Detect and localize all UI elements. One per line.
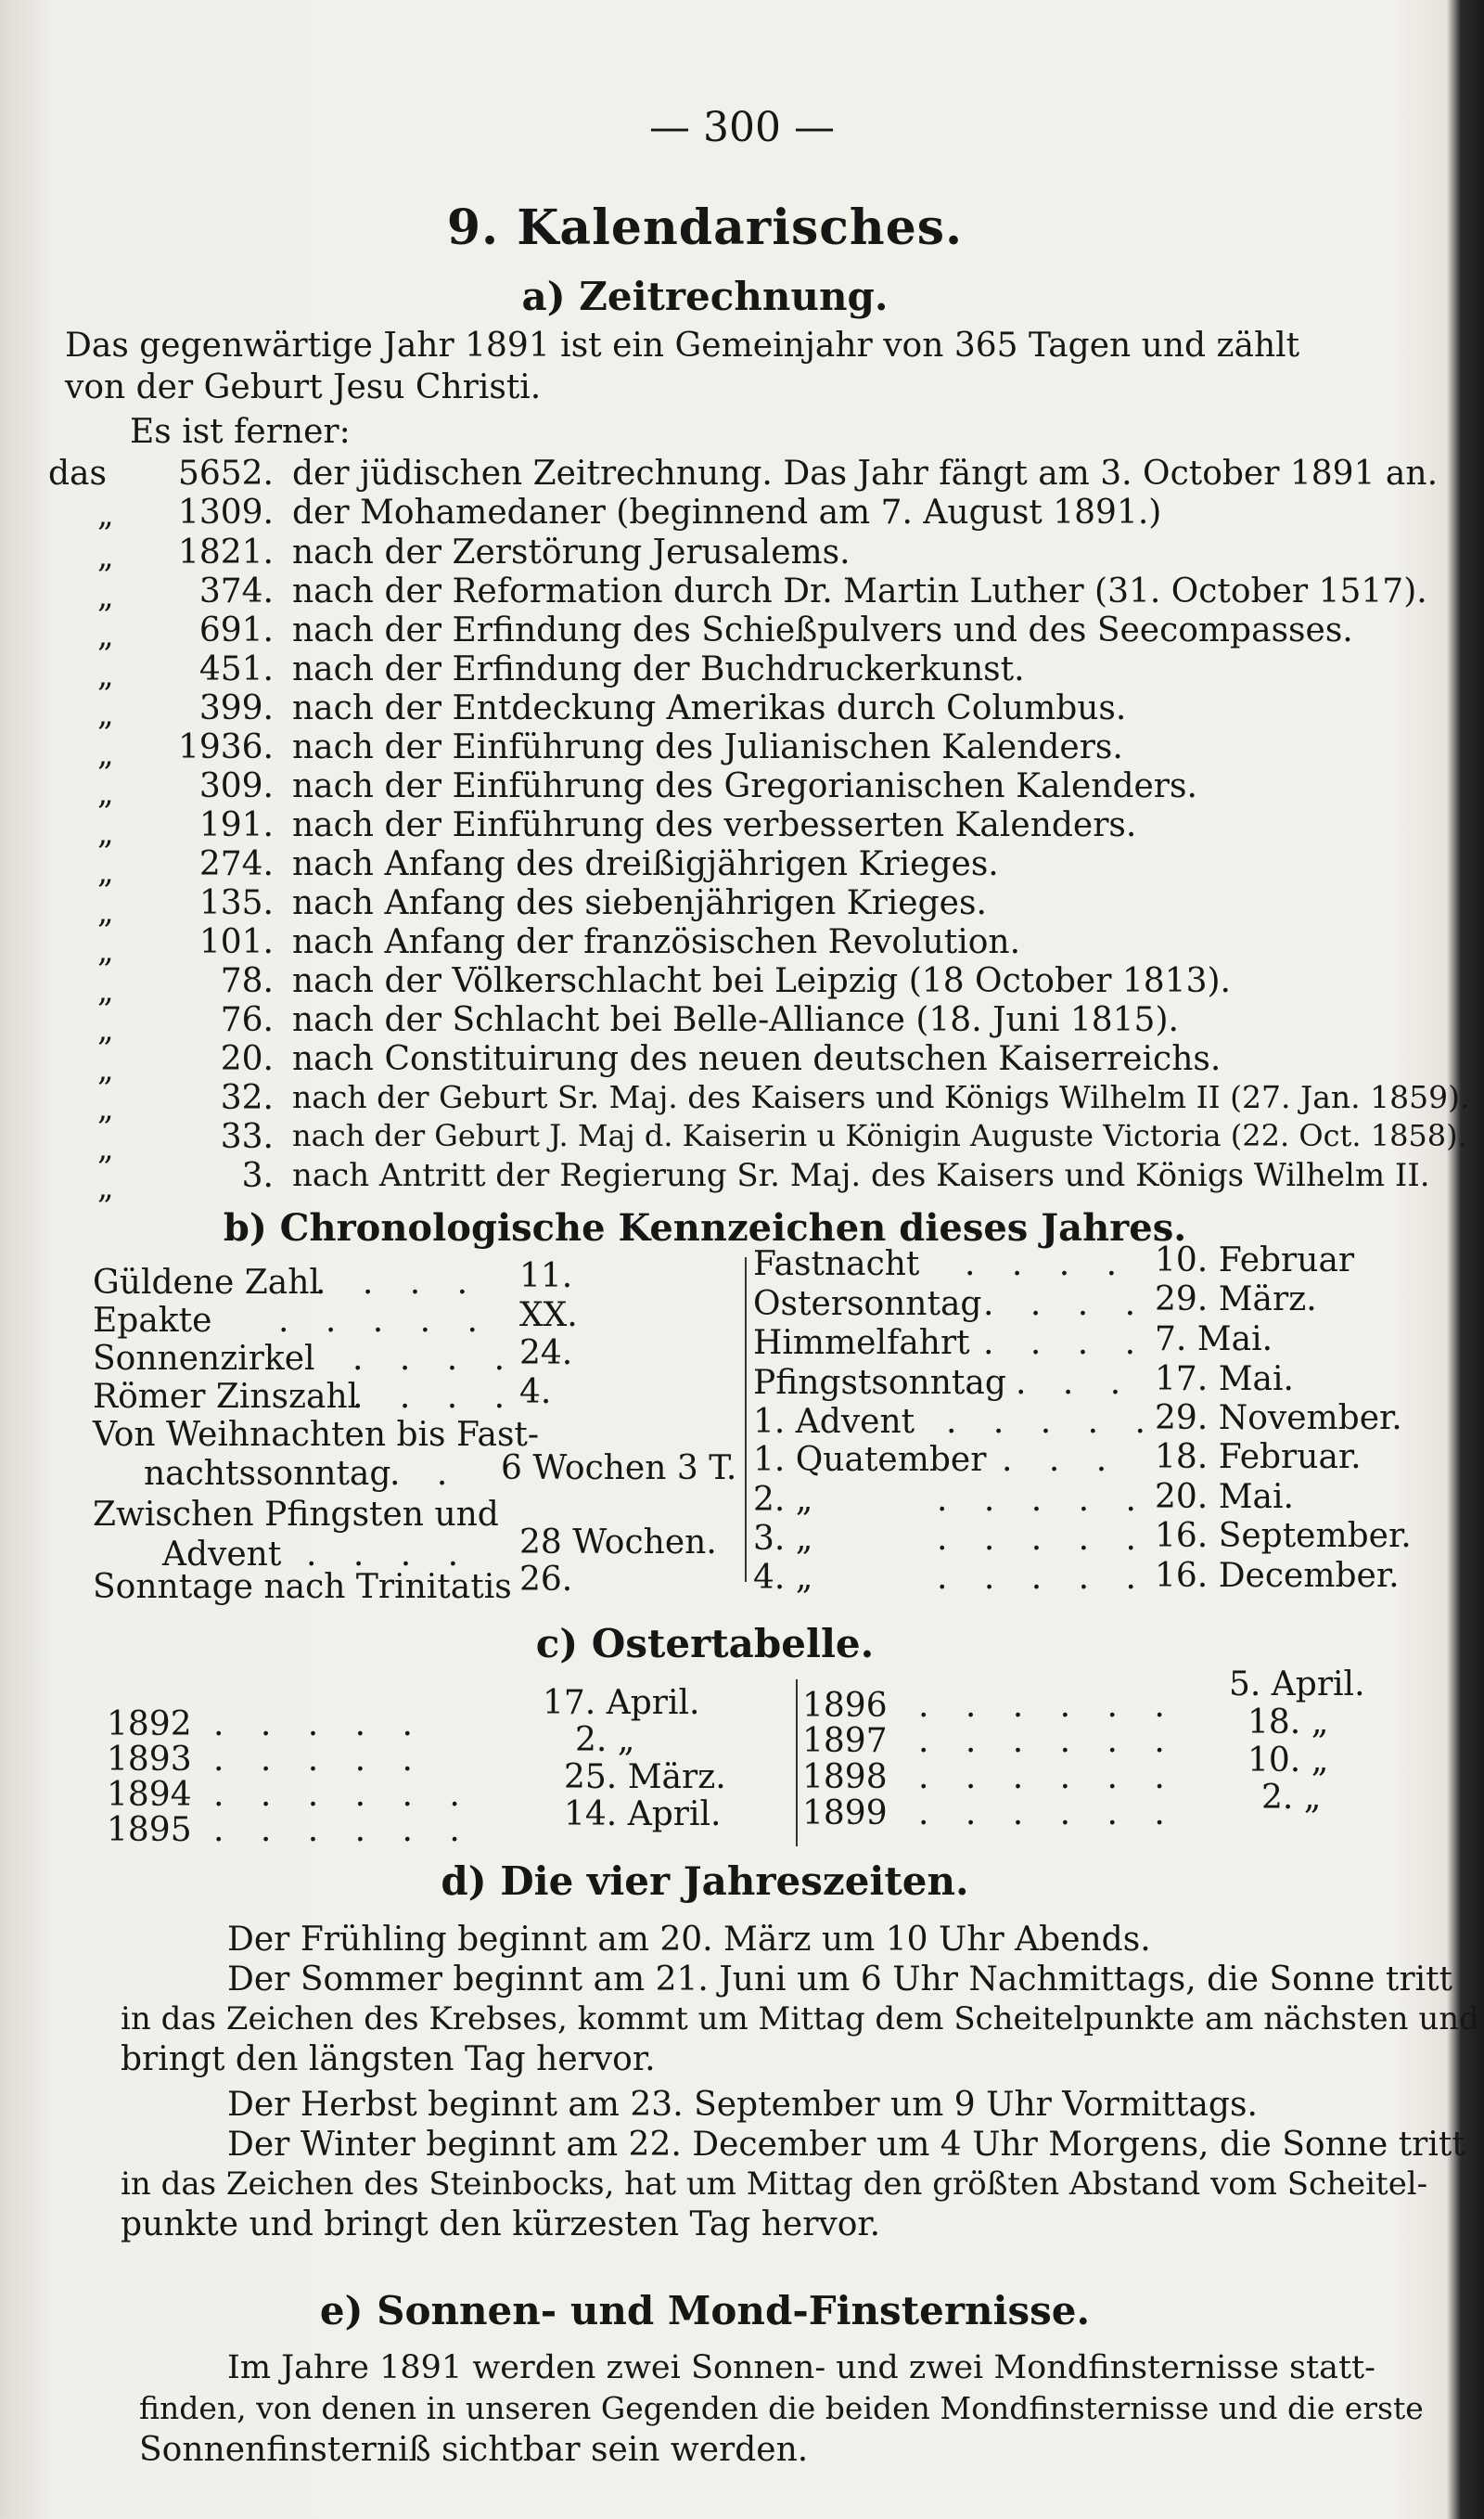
leader-dots: . . . . [352,1340,518,1378]
leader-dots: . . . . . [937,1520,1149,1558]
value: 4. [519,1373,552,1411]
label: 2. „ [753,1481,813,1519]
leader-dots: . . . . . . [918,1758,1178,1796]
date: 18. „ [1247,1703,1329,1741]
section-heading-kennzeichen: b) Chronologische Kennzeichen dieses Jahres. [223,1206,1187,1250]
leader-dots: . . . . . [946,1403,1158,1441]
leader-dots: . . . . [983,1324,1149,1362]
label: Römer Zinszahl [93,1378,359,1416]
section-heading-zeitrechnung: a) Zeitrechnung. [521,274,889,319]
date: 25. März. [564,1758,726,1796]
value: 6 Wochen 3 T. [501,1449,737,1487]
leader-dots: . . . . [315,1264,481,1302]
date: 17. April. [543,1684,700,1722]
date: 10. „ [1247,1741,1329,1780]
column-divider [745,1257,747,1582]
text-line: bringt den längsten Tag hervor. [121,2040,656,2078]
label: 3. „ [753,1520,813,1558]
value: 24. [519,1334,573,1372]
chapter-title: 9. Kalendarisches. [446,199,964,256]
label: Güldene Zahl [93,1264,320,1302]
label: Fastnacht [753,1245,920,1283]
leader-dots: . . . . . [278,1302,491,1340]
label: Sonnenzirkel [93,1340,315,1378]
text-line: in das Zeichen des Krebses, kommt um Mittag dem Scheitelpunkte am nächsten und [121,2000,1479,2037]
label: nachtssonntag [144,1455,391,1493]
leader-dots: . . . . [306,1536,472,1574]
year: 1895 [107,1811,192,1849]
leader-dots: . . . . [352,1378,518,1416]
intro-line: von der Geburt Jesu Christi. [65,368,542,406]
label: 1. Advent [753,1403,915,1441]
leader-dots: . . . . . [213,1705,426,1743]
value: 17. Mai. [1155,1360,1294,1398]
year: 1899 [802,1794,888,1832]
label: Von Weihnachten bis Fast- [93,1416,540,1454]
value: 16. December. [1155,1557,1400,1595]
leader-dots: . . . . . . [213,1776,473,1814]
leader-dots: . . . [1016,1364,1134,1402]
date: 5. April. [1229,1665,1365,1703]
year: 1893 [107,1741,192,1779]
leader-dots: . . . [1002,1441,1120,1479]
leader-dots: . . . . . . [213,1811,473,1849]
text-line: Der Winter beginnt am 22. December um 4 Uhr Morgens, die Sonne tritt [227,2126,1465,2164]
leader-dots: . . [390,1455,461,1493]
leader-dots: . . . . . . [918,1687,1178,1725]
value: 10. Februar [1155,1241,1355,1279]
text-line: finden, von denen in unseren Gegenden die beiden Mondfinsternisse und die erste [139,2390,1424,2426]
year: 1894 [107,1776,192,1814]
value: 29. November. [1155,1399,1402,1437]
text-line: punkte und bringt den kürzesten Tag hervor. [121,2205,881,2243]
leader-dots: . . . . . [213,1741,426,1779]
text-line: Der Frühling beginnt am 20. März um 10 Uhr Abends. [227,1921,1151,1959]
text-line: in das Zeichen des Steinbocks, hat um Mittag den größten Abstand vom Scheitel- [121,2166,1428,2203]
year: 1898 [802,1758,888,1796]
date: 2. „ [1261,1779,1322,1817]
value: 20. Mai. [1155,1478,1294,1516]
label: Pfingstsonntag [753,1364,1006,1402]
section-heading-finsternisse: e) Sonnen- und Mond-Finsternisse. [319,2288,1091,2333]
intro-line: Das gegenwärtige Jahr 1891 ist ein Gemeinjahr von 365 Tagen und zählt [65,327,1300,365]
text-line: Im Jahre 1891 werden zwei Sonnen- und zwei Mondfinsternisse statt- [227,2349,1375,2386]
value: 29. März. [1155,1280,1317,1318]
label: Sonntage nach Trinitatis [93,1568,512,1606]
leader-dots: . . . . . . [918,1794,1178,1832]
text-line: Sonnenfinsterniß sichtbar sein werden. [139,2431,809,2469]
leader-dots: . . . . . . [918,1722,1178,1760]
year: 1896 [802,1687,888,1725]
column-divider [796,1679,798,1846]
value: 11. [519,1257,573,1295]
ferner-line: Es ist ferner: [130,413,351,451]
label: Himmelfahrt [753,1324,970,1362]
text-line: Der Herbst beginnt am 23. September um 9 Uhr Vormittags. [227,2086,1258,2124]
label: 1. Quatember [753,1441,987,1479]
text-line: Der Sommer beginnt am 21. Juni um 6 Uhr Nachmittags, die Sonne tritt [227,1960,1453,1998]
label: Ostersonntag [753,1285,982,1323]
label: 4. „ [753,1559,813,1597]
date: 14. April. [564,1795,722,1833]
book-page: — 300 — 9. Kalendarisches. a) Zeitrechnung. Das gegenwärtige Jahr 1891 ist ein Gemeinjahr von 365 Tagen und zählt von der Geburt Jesu Christi. Es ist ferner: das 5652. der jüdischen Zeitrechnung. Das Jahr fängt am 3. October 1891 an. „ 1309. der Mohamedaner (beginnend am 7. August 1891.) „ 1821. nach der Zerstörung Jerusalems. „ 374. nach der Reformation durch Dr. Martin Luther (31. October 1517). „ 691. nach der Erfindung des Schießpulvers und des Seecompasses. „ 451. nach der Erfindung der Buchdruckerkunst. „ 399. nach der Entdeckung Amerikas durch Columbus. „ 1936. nach der Einführung des Julianischen Kalenders. „ 309. nach der Einführung des Gregorianischen Kalenders. „ 191. nach der Einführung des verbesserten Kalenders. „ 274. nach Anfang des dreißigjährigen Krieges. „ 135. nach Anfang des siebenjährigen Krieges. „ 101. nach Anfang der französischen Revolution. „ 78. nach der Völkerschlacht bei Leipzig (18 October 1813). „ 76. nach der Schlacht bei Belle-Alliance (18. Juni 1815). „ 20. nach Constituirung des neuen deutschen Kaiserreichs. „ 32. nach der Geburt Sr. Maj. des Kaisers und Königs Wilhelm II (27. Jan. 1859). „ 33. nach der Geburt J. Maj d. Kaiserin u Königin Auguste Victoria (22. Oct. 1858). „ 3. nach Antritt der Regierung Sr. Maj. des Kaisers und Königs Wilhelm II. b) Chronologische Kennzeichen dieses Jahres. Güldene Zahl . . . . 11. Epakte . . . . . XX. Sonnenzirkel . . . . 24. Römer Zinszahl . . . . 4. Von Weihnachten bis Fast- nachtssonntag . . 6 Wochen 3 T. Zwischen Pfingsten und Advent . . . . 28 Wochen. Sonntage nach Trinitatis 26. Fastnacht . . . . 10. Februar Ostersonntag . . . . 29. März. Himmelfahrt . . . . 7. Mai. Pfingstsonntag . . . 17. Mai. 1. Advent . . . . . 29. November. 1. Quatember . . . 18. Februar. 2. „ . . . . . 20. Mai. 3. „ . . . . . 16. September. 4. „ . . . . . 16. December. c) Ostertabelle. 1892 . . . . . 17. April. 1893 . . . . . 2. „ 1894 . . . . . . 25. März. 1895 . . . . . . 14. April. 1896 . . . . . . 5. April. 1897 . . . . . . 18. „ 1898 . . . . . . 10. „ 1899 . . . . . . 2. „ d) Die vier Jahreszeiten. Der Frühling beginnt am 20. März um 10 Uhr Abends. Der Sommer beginnt am 21. Juni um 6 Uhr Nachmittags, die Sonne tritt in das Zeichen des Krebses, kommt um Mittag dem Scheitelpunkte am nächsten und bringt den längsten Tag hervor. Der Herbst beginnt am 23. September um 9 Uhr Vormittags. Der Winter beginnt am 22. December um 4 Uhr Morgens, die Sonne tritt in das Zeichen des Steinbocks, hat um Mittag den größten Abstand vom Scheitel- punkte und bringt den kürzesten Tag hervor. e) Sonnen- und Mond-Finsternisse. Im Jahre 1891 werden zwei Sonnen- und zwei Mondfinsternisse statt- finden, von denen in unseren Gegenden die beiden Mondfinsternisse und die erste Sonnenfinsterniß sichtbar sein werden. [0,0,1484,2519]
date: 2. „ [575,1721,635,1759]
page-number: — 300 — [649,104,835,151]
leader-dots: . . . . [983,1285,1149,1323]
value: 16. September. [1155,1517,1412,1555]
section-heading-jahreszeiten: d) Die vier Jahreszeiten. [441,1858,969,1904]
leader-dots: . . . . . [937,1559,1149,1597]
label: Advent [162,1536,282,1574]
leader-dots: . . . . . [937,1481,1149,1519]
leader-dots: . . . . [965,1245,1131,1283]
das-label: das [48,455,107,493]
year: 1892 [107,1705,192,1743]
value: 18. Februar. [1155,1438,1362,1476]
value: 26. [519,1561,573,1599]
section-heading-ostertabelle: c) Ostertabelle. [535,1621,875,1666]
label: Zwischen Pfingsten und [93,1496,499,1534]
label: Epakte [93,1302,212,1340]
value: XX. [519,1296,578,1334]
value: 7. Mai. [1155,1320,1273,1358]
value: 28 Wochen. [519,1523,717,1562]
year: 1897 [802,1722,888,1760]
